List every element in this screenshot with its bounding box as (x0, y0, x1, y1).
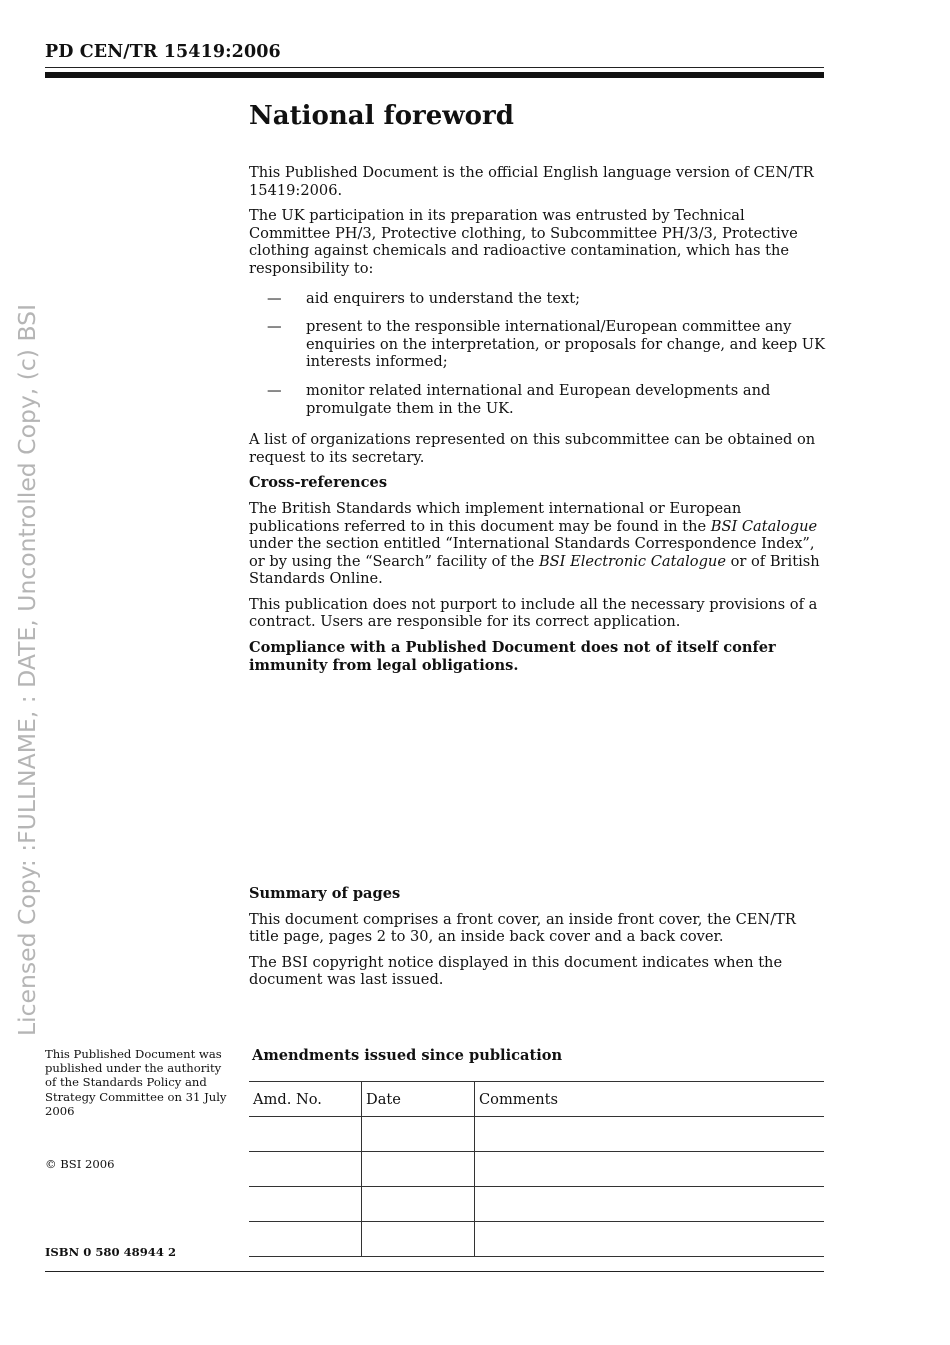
table-row (249, 1222, 824, 1257)
table-cell (475, 1187, 825, 1222)
cross-references-paragraph (249, 500, 827, 588)
footer-rule (45, 1271, 824, 1272)
license-watermark: Licensed Copy: :FULLNAME, : DATE, Uncontrolled Copy, (c) BSI (13, 303, 41, 1037)
dash-marker: — (267, 289, 282, 307)
table-cell (249, 1222, 362, 1257)
cross-references-heading: Cross-references (249, 474, 388, 492)
column-header-comments: Comments (475, 1082, 825, 1117)
table-row (249, 1187, 824, 1222)
bsi-electronic-catalogue-ref: BSI Electronic Catalogue (538, 552, 726, 570)
summary-section (249, 885, 827, 997)
list-item (249, 290, 827, 308)
table-row (249, 1117, 824, 1152)
header-rule-thin (45, 67, 824, 68)
publication-authority-note: This Published Document was published under the authority of the Standards Policy and Strategy Committee on 31 July 2006 (45, 1047, 227, 1118)
list-item-text: present to the responsible international/European committee any enquiries on the interpretation, or proposals for change, and keep UK interests informed; (306, 318, 826, 371)
table-cell (362, 1187, 475, 1222)
table-header-row (249, 1082, 824, 1117)
table-cell (362, 1222, 475, 1257)
list-item-text: aid enquirers to understand the text; (306, 289, 581, 307)
list-item (249, 318, 827, 371)
compliance-statement: Compliance with a Published Document does not of itself confer immunity from legal obligations. (249, 639, 776, 674)
table-cell (362, 1152, 475, 1187)
page-title: National foreword (249, 101, 514, 131)
table-row (249, 1152, 824, 1187)
table-cell (362, 1117, 475, 1152)
text-run: under the section entitled “International Standards Correspondence Index”, or by using the “Search” facility of the (249, 535, 815, 570)
table-cell (475, 1152, 825, 1187)
table-cell (249, 1117, 362, 1152)
text-run: or of British Standards Online. (249, 552, 820, 588)
list-item-text: monitor related international and European developments and promulgate them in the UK. (306, 381, 771, 417)
foreword-body (249, 164, 827, 682)
table-cell (475, 1222, 825, 1257)
table-cell (475, 1117, 825, 1152)
table-cell (249, 1187, 362, 1222)
provisions-paragraph: This publication does not purport to include all the necessary provisions of a contract. Users are responsible for its correct application. (249, 595, 818, 631)
dash-marker: — (267, 381, 282, 399)
summary-paragraph-2: The BSI copyright notice displayed in this document indicates when the document was last issued. (249, 953, 783, 989)
responsibilities-list (249, 290, 827, 418)
text-run: The British Standards which implement international or European publications referred to in this document may be found in the (249, 499, 742, 535)
isbn: ISBN 0 580 48944 2 (45, 1245, 177, 1259)
column-header-amd-no: Amd. No. (249, 1082, 362, 1117)
document-id: PD CEN/TR 15419:2006 (45, 42, 281, 62)
bsi-catalogue-ref: BSI Catalogue (710, 517, 818, 535)
summary-paragraph-1: This document comprises a front cover, an inside front cover, the CEN/TR title page, pages 2 to 30, an inside back cover and a back cover. (249, 910, 796, 946)
intro-paragraph-1: This Published Document is the official English language version of CEN/TR 15419:2006. (249, 164, 814, 199)
header-rule-thick (45, 72, 824, 78)
summary-heading: Summary of pages (249, 885, 401, 902)
table-cell (249, 1152, 362, 1187)
list-item (249, 382, 827, 417)
intro-paragraph-2: The UK participation in its preparation was entrusted by Technical Committee PH/3, Protective clothing, to Subcommittee PH/3/3, Protective clothing against chemicals and radioactive contamination, which has the responsibility to: (249, 207, 798, 277)
copyright-notice: © BSI 2006 (45, 1157, 115, 1171)
organizations-paragraph: A list of organizations represented on this subcommittee can be obtained on request to its secretary. (249, 431, 816, 466)
column-header-date: Date (362, 1082, 475, 1117)
amendments-table (249, 1081, 824, 1257)
amendments-title: Amendments issued since publication (252, 1047, 563, 1064)
dash-marker: — (267, 318, 282, 336)
